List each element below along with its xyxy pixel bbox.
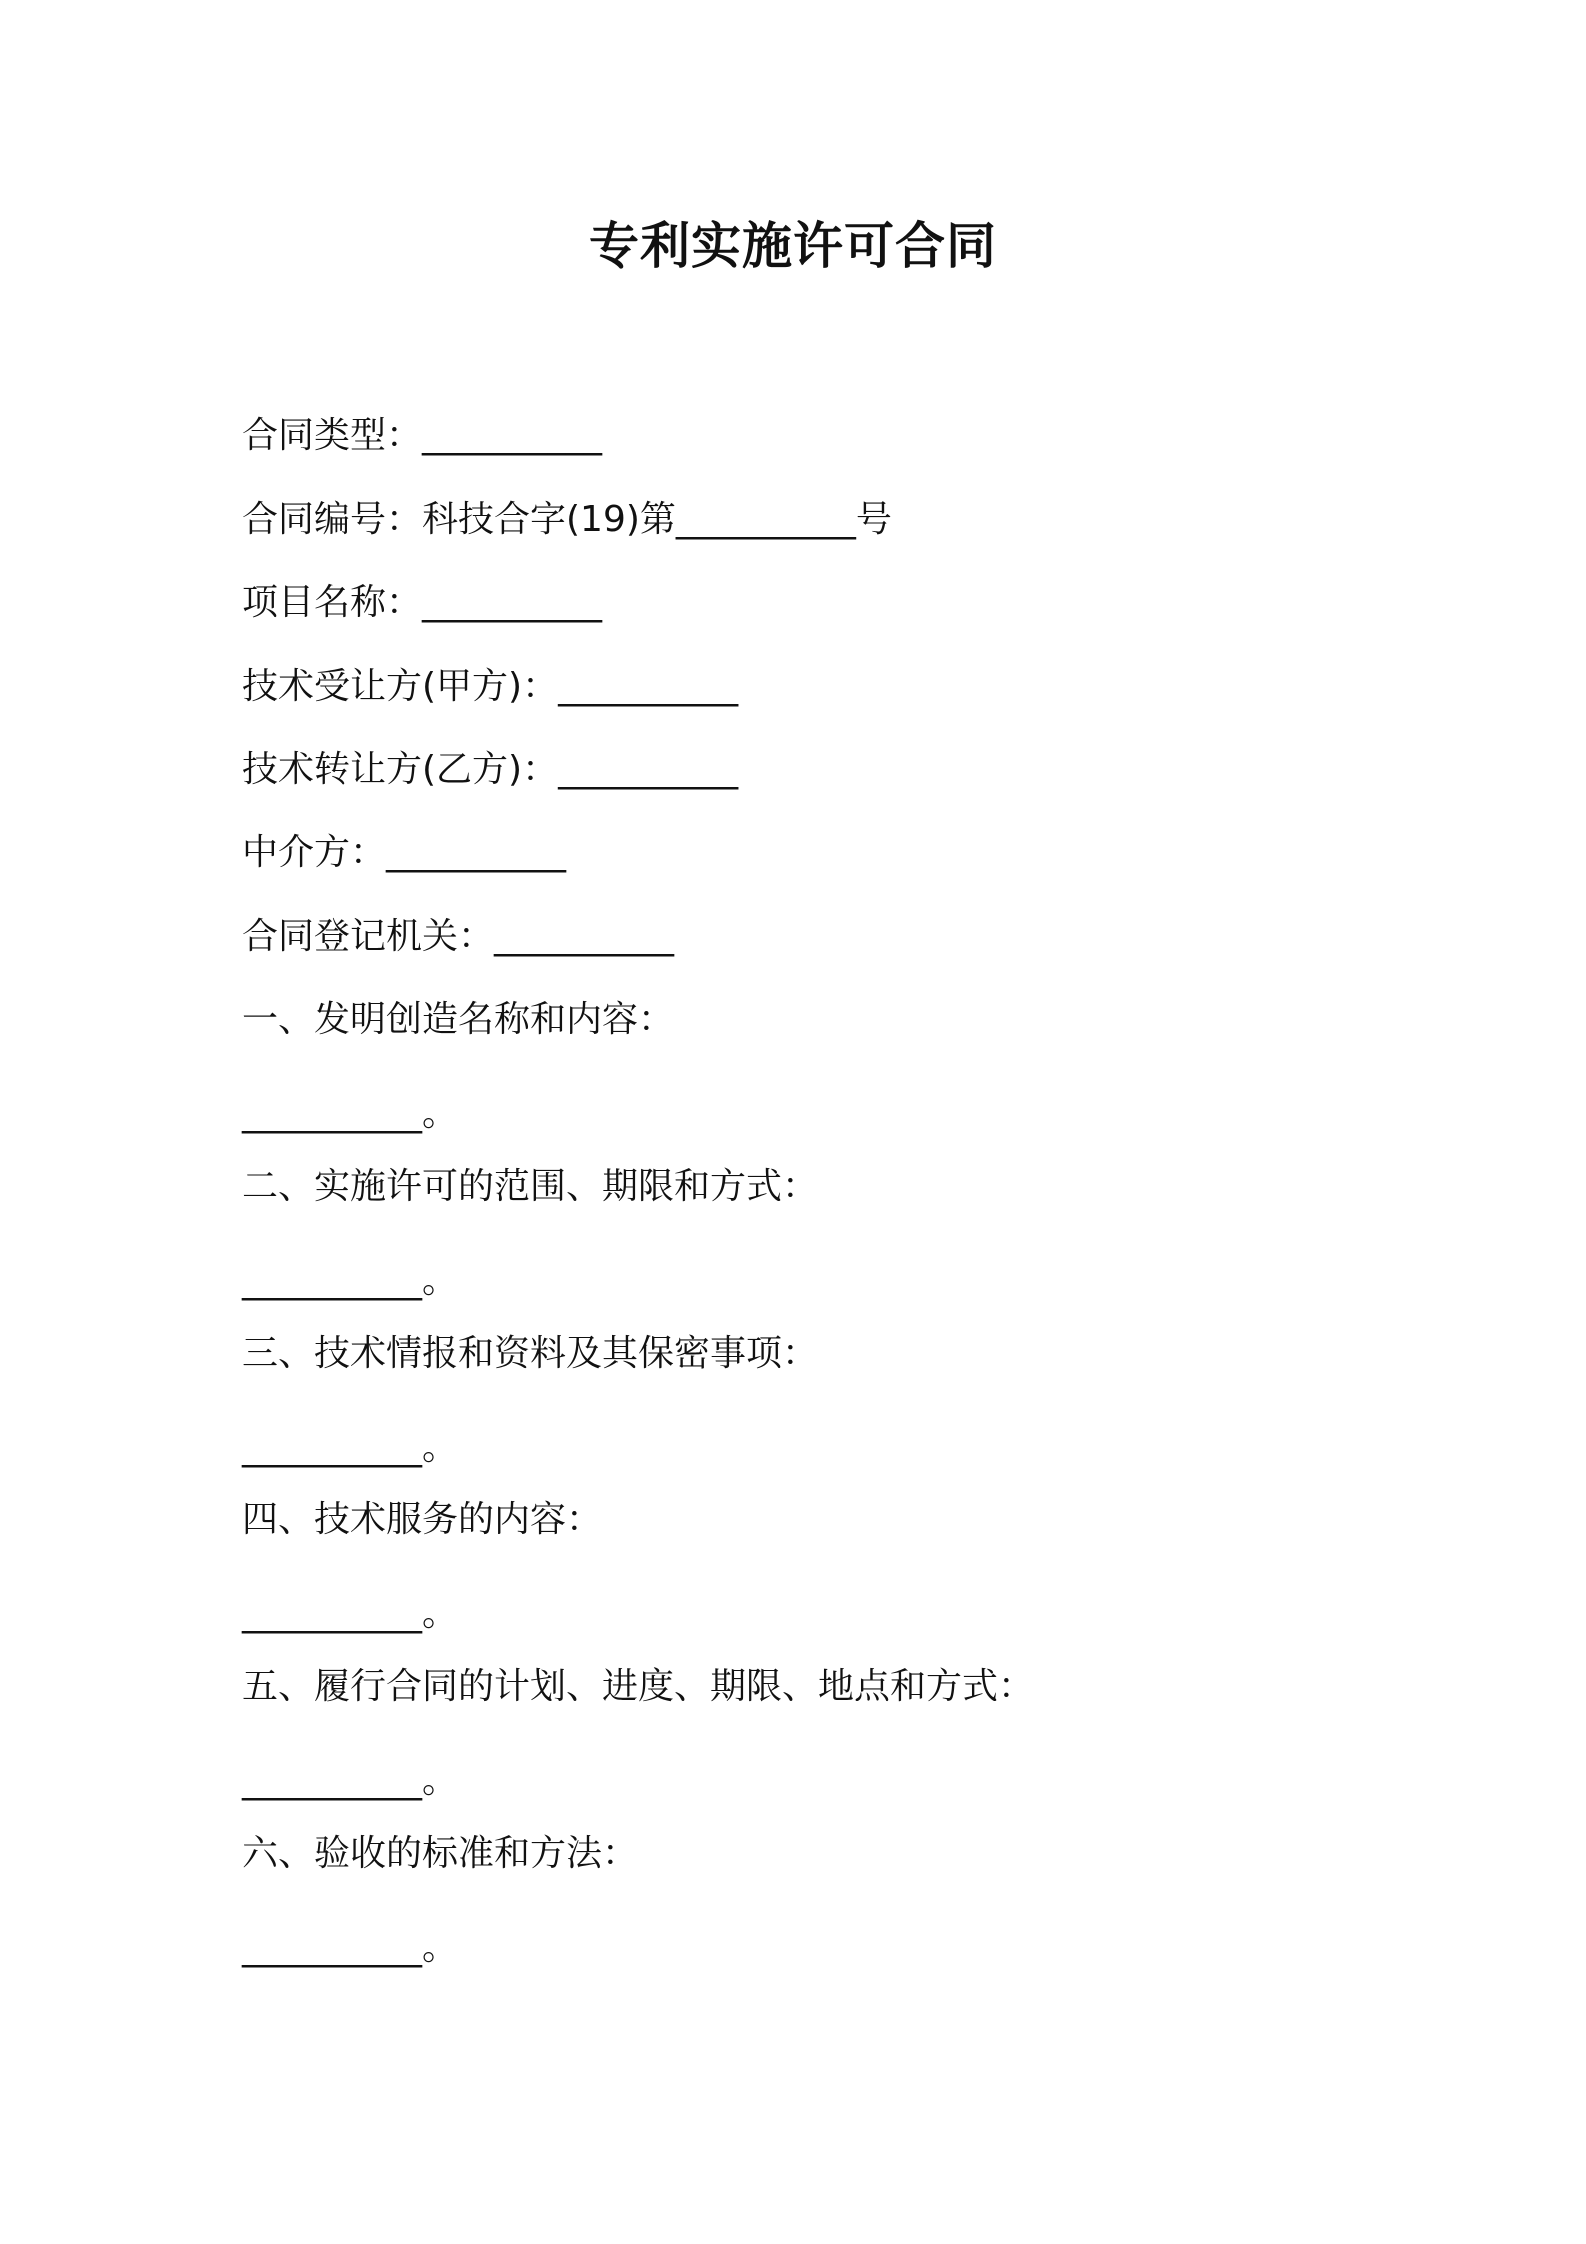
field-registration-authority: 合同登记机关：__________ xyxy=(242,916,675,957)
section-heading: 三、技术情报和资料及其保密事项： xyxy=(242,1333,819,1374)
section-heading: 六、验收的标准和方法： xyxy=(242,1833,639,1874)
field-party-b: 技术转让方(乙方)：__________ xyxy=(242,749,739,790)
document-title: 专利实施许可合同 xyxy=(589,217,997,275)
section-blank: __________。 xyxy=(242,1927,459,1968)
section-blank: __________。 xyxy=(242,1093,459,1134)
section-blank: __________。 xyxy=(242,1427,459,1468)
field-party-a: 技术受让方(甲方)：__________ xyxy=(242,666,739,707)
section-blank: __________。 xyxy=(242,1260,459,1301)
field-intermediary: 中介方：__________ xyxy=(242,832,567,873)
section-blank: __________。 xyxy=(242,1760,459,1801)
section-heading: 一、发明创造名称和内容： xyxy=(242,999,675,1040)
section-blank: __________。 xyxy=(242,1593,459,1634)
field-project-name: 项目名称：__________ xyxy=(242,582,603,623)
field-contract-number: 合同编号：科技合字(19)第__________号 xyxy=(242,499,892,540)
section-heading: 四、技术服务的内容： xyxy=(242,1499,603,1540)
field-contract-type: 合同类型：__________ xyxy=(242,415,603,456)
section-heading: 二、实施许可的范围、期限和方式： xyxy=(242,1166,819,1207)
section-heading: 五、履行合同的计划、进度、期限、地点和方式： xyxy=(242,1666,1035,1707)
